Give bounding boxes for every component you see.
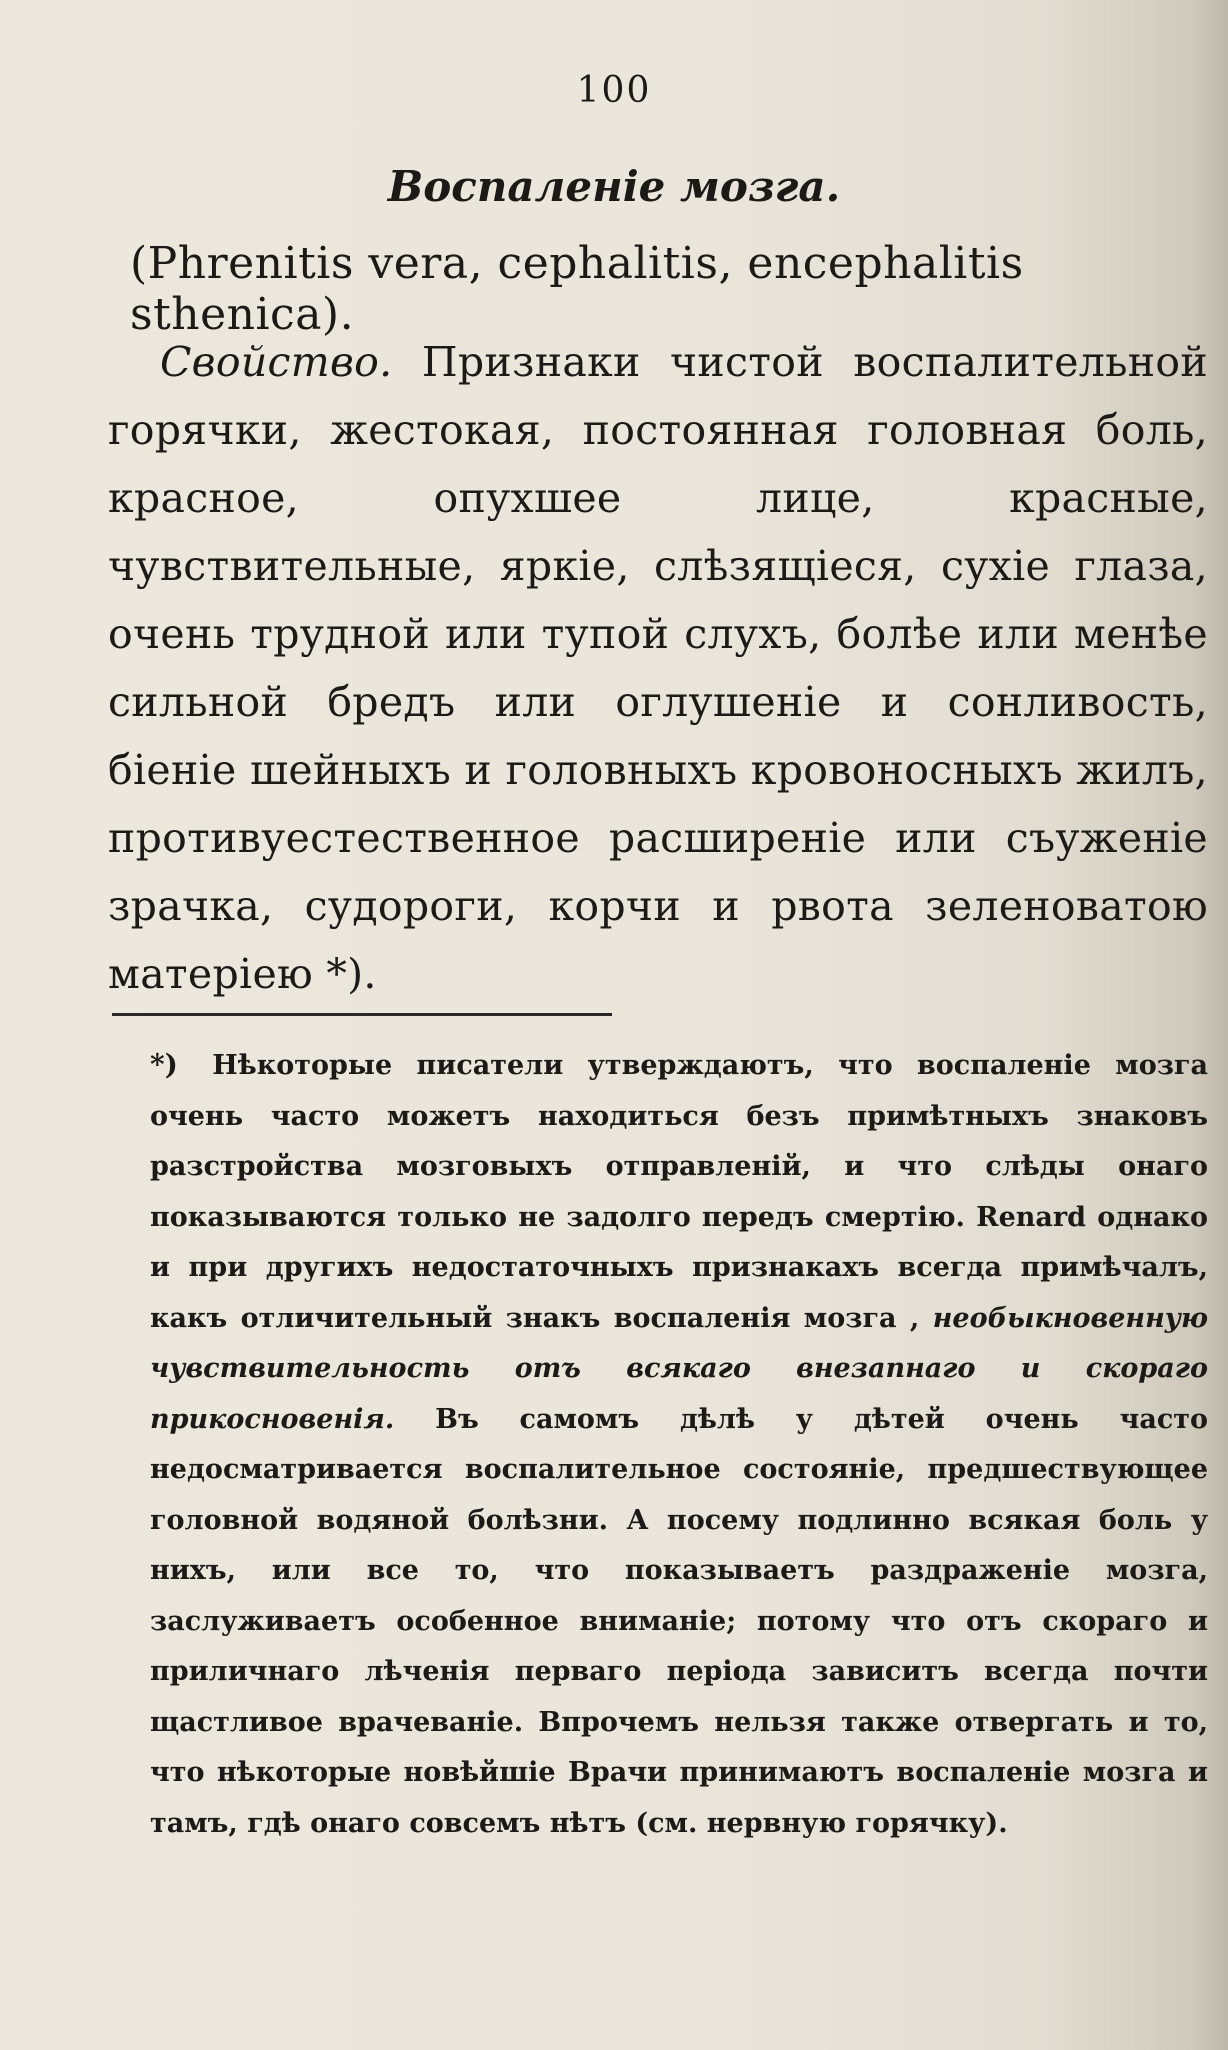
footnote: [150, 1040, 1208, 1849]
footnote-mark: *): [150, 1048, 178, 1081]
footnote-text-part1: Нѣкоторые писатели утверждаютъ, что воспаленіе мозга очень часто можетъ находиться безъ примѣтныхъ знаковъ разстройства мозговыхъ отправленій, и что слѣды онаго показываются только не задолго передъ смертію. Renard однако и при другихъ недостаточныхъ признакахъ всегда примѣчалъ, какъ отличительный знакъ воспаленія мозга ,: [150, 1050, 1208, 1334]
footnote-divider: [112, 1013, 612, 1016]
footnote-text-part2: Въ самомъ дѣлѣ у дѣтей очень часто недосматривается воспалительное состояніе, предшествующее головной водяной болѣзни. А посему подлинно всякая боль у нихъ, или все то, что показываетъ раздраженіе мозга, заслуживаетъ особенное вниманіе; потому что отъ скораго и приличнаго лѣченія перваго періода зависитъ всегда почти щастливое врачеваніе. Впрочемъ нельзя также отвергать и то, что нѣкоторые новѣйшіе Врачи принимаютъ воспаленіе мозга и тамъ, гдѣ онаго совсемъ нѣтъ (см. нервную горячку).: [150, 1403, 1208, 1839]
paragraph-lead: Свойство.: [160, 338, 393, 386]
footnote-emphasis: необыкновенную чувствительность отъ всякаго внезапнаго и скораго прикосновенія.: [150, 1302, 1208, 1435]
chapter-subtitle: (Phrenitis vera, cephalitis, encephalitis sthenica).: [130, 238, 1024, 340]
paragraph-text: Признаки чистой воспалительной горячки, жестокая, постоянная головная боль, красное, опухшее лице, красные, чувствительные, яркіе, слѣзящіеся, сухіе глаза, очень трудной или тупой слухъ, болѣе или менѣе сильной бредъ или оглушеніе и сонливость, біеніе шейныхъ и головныхъ кровоносныхъ жилъ, противуестественное расширеніе или съуженіе зрачка, судороги, корчи и рвота зеленоватою матеріею *).: [108, 338, 1208, 998]
page-number: 100: [576, 70, 652, 111]
main-paragraph: [108, 328, 1208, 1008]
chapter-title: Воспаленіе мозга.: [387, 162, 841, 211]
